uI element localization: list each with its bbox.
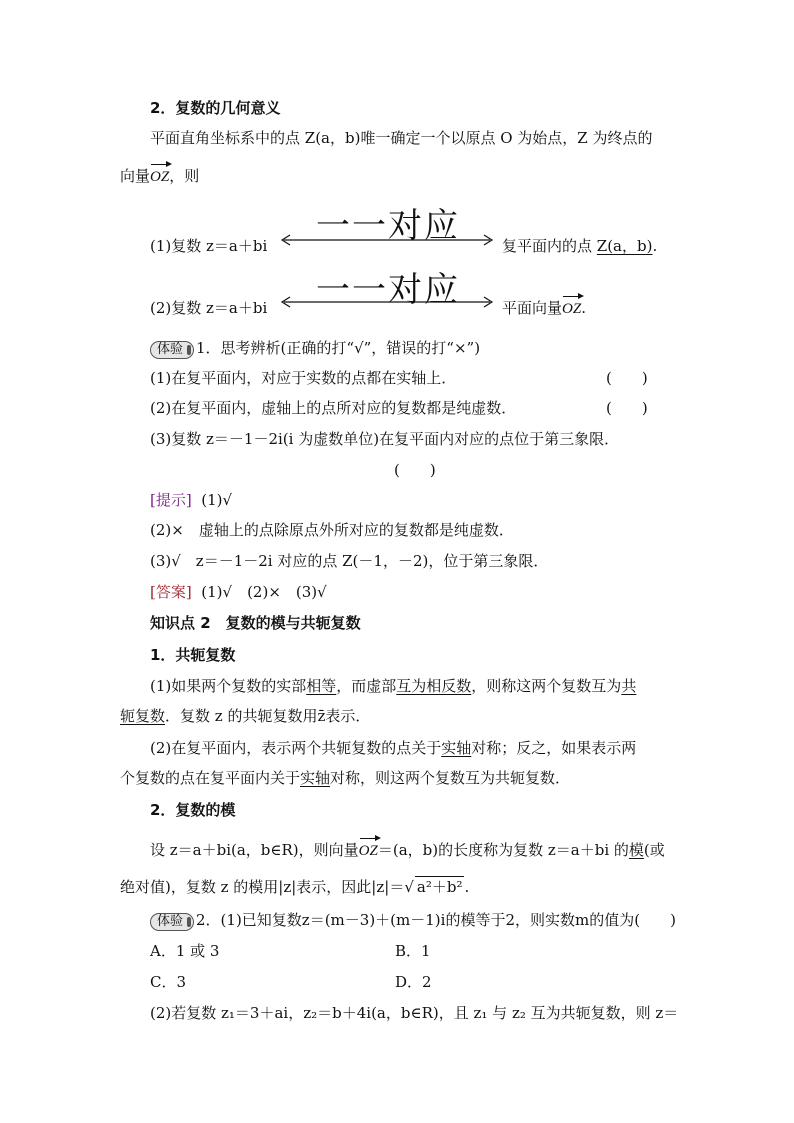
text: 1．思考辨析(正确的打“√”，错误的打“×”): [196, 339, 481, 357]
experience-badge: 体验: [150, 913, 194, 931]
answer-tag: [答案]: [150, 583, 192, 601]
text: ，而虚部: [336, 677, 397, 695]
text: (或: [643, 841, 665, 859]
text: ，则称这两个复数互为: [471, 677, 622, 695]
underlined-term: 互为相反数: [396, 677, 472, 695]
text: ＝(a，b)的长度称为复数 z＝a＋bi 的: [377, 841, 629, 859]
mapping-left-2: (2)复数 z＝a＋bi: [150, 299, 268, 317]
text: 绝对值)，复数 z 的模用|z|表示，因此|z|＝: [120, 878, 405, 896]
text: 复平面内的点: [502, 237, 597, 255]
text: .: [652, 237, 658, 255]
text: .: [464, 878, 470, 896]
text: 向量: [120, 167, 151, 185]
text: 对称，则这两个复数互为共轭复数．: [330, 769, 571, 787]
text: (1)如果两个复数的实部: [150, 677, 307, 695]
text: ，则: [169, 167, 200, 185]
question-3: (3)复数 z＝－1－2i(i 为虚数单位)在复平面内对应的点位于第三象限．: [150, 430, 620, 448]
vector-OZ: OZ: [358, 843, 378, 859]
text: (1)√ (2)× (3)√: [201, 583, 327, 601]
text: (2)在复平面内，表示两个共轭复数的点关于: [150, 739, 442, 757]
underlined-term: 共: [621, 677, 637, 695]
text: 2．(1)已知复数z＝(m－3)＋(m－1)i的模等于2，则实数m的值为( ): [196, 911, 676, 929]
question-1: (1)在复平面内，对应于实数的点都在实轴上．: [150, 369, 457, 387]
underlined-term: 实轴: [300, 769, 331, 787]
arrow-label-one-to-one: 一一对应: [316, 270, 460, 310]
paragraph-line: [120, 706, 370, 726]
text: (1)√: [201, 491, 233, 509]
mapping-right-1: [502, 236, 657, 256]
text: 平面向量: [502, 299, 563, 317]
sqrt-expression: a²＋b²: [416, 878, 463, 896]
paragraph-line: 绝对值)，复数 z 的模用|z|表示，因此|z|＝√ a²＋b² .: [120, 878, 470, 896]
option-C: C．3: [150, 973, 187, 991]
exercise-1-title: [150, 338, 480, 359]
experience-badge: 体验: [150, 341, 194, 359]
underlined-term: 实轴: [441, 739, 472, 757]
text: 设 z＝a＋bi(a，b∈R)，则向量: [150, 841, 359, 859]
underlined-term: 模: [628, 841, 644, 859]
paragraph-line: [120, 166, 199, 187]
underlined-term: 轭复数: [120, 707, 166, 725]
paragraph-line: [150, 738, 636, 758]
answer-blank: ( ): [394, 461, 436, 479]
mapping-left-1: (1)复数 z＝a＋bi: [150, 237, 268, 255]
hint-line: [150, 490, 232, 510]
hint-tag: [提示]: [150, 491, 192, 509]
section-heading-geometric-meaning: 2．复数的几何意义: [150, 99, 281, 117]
answer-blank: ( ): [606, 369, 648, 387]
paragraph-line: 平面直角坐标系中的点 Z(a，b)唯一确定一个以原点 O 为始点，Z 为终点的: [150, 129, 653, 147]
arrow-label-one-to-one: 一一对应: [316, 206, 460, 246]
underlined-point: Z(a，b): [596, 237, 653, 255]
answer-line: [150, 582, 327, 602]
answer-blank: ( ): [606, 399, 648, 417]
underlined-term: 相等: [306, 677, 337, 695]
option-B: B．1: [395, 942, 431, 960]
exercise-2-title: [150, 910, 676, 931]
question-2-2: (2)若复数 z₁＝3＋ai，z₂＝b＋4i(a，b∈R)，且 z₁ 与 z₂ 互为共轭复数，则 z＝: [150, 1004, 679, 1022]
knowledge-point-heading: 知识点 2 复数的模与共轭复数: [150, 614, 361, 632]
vector-OZ: OZ: [562, 301, 582, 317]
paragraph-line: [150, 840, 665, 861]
paragraph-line: [150, 676, 636, 696]
text: .: [581, 299, 586, 317]
text: ．复数 z 的共轭复数用z̄表示．: [165, 707, 371, 725]
vector-OZ: OZ: [150, 169, 170, 185]
question-2: (2)在复平面内，虚轴上的点所对应的复数都是纯虚数．: [150, 399, 517, 417]
text: 对称；反之，如果表示两: [471, 739, 637, 757]
hint-line: (3)√ z＝－1－2i 对应的点 Z(－1，－2)，位于第三象限．: [150, 552, 549, 570]
hint-line: (2)× 虚轴上的点除原点外所对应的复数都是纯虚数．: [150, 521, 514, 539]
paragraph-line: [120, 768, 570, 788]
subheading-conjugate: 1．共轭复数: [150, 646, 236, 664]
option-D: D．2: [395, 973, 432, 991]
subheading-modulus: 2．复数的模: [150, 801, 236, 819]
mapping-right-2: [502, 298, 586, 319]
text: 个复数的点在复平面内关于: [120, 769, 301, 787]
option-A: A．1 或 3: [150, 942, 220, 960]
